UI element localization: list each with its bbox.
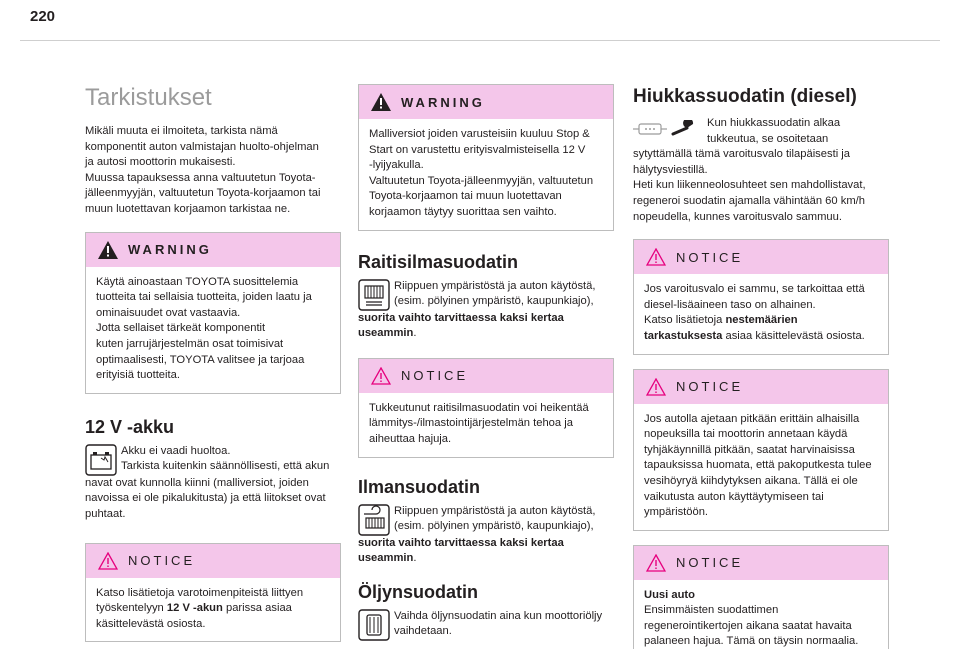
notice-box-new-car bbox=[633, 545, 889, 649]
battery-text-top: Akku ei vaadi huoltoa. Tarkista kuitenkin säännöllisesti, että akun bbox=[121, 444, 330, 473]
notice-box-additive bbox=[633, 239, 889, 354]
notice-box-battery bbox=[85, 543, 341, 643]
notice-header bbox=[634, 240, 888, 274]
dpf-heading: Hiukkassuodatin (diesel) bbox=[633, 86, 857, 107]
cabin-filter-icon bbox=[358, 279, 390, 311]
notice-text: Katso lisätietoja varotoimenpiteistä liittyen työskentelyyn 12 V -akun parissa asiaa käsittelevästä osiosta. bbox=[96, 586, 304, 630]
air-filter-text-top: Riippuen ympäristöstä ja auton käytöstä, (esim. pölyinen ympäristö, kaupunkiajo), bbox=[394, 504, 596, 533]
notice-box-low-speed bbox=[633, 369, 889, 531]
notice-label: NOTICE bbox=[676, 249, 744, 265]
warning-box-stopstart bbox=[358, 84, 614, 231]
notice-header bbox=[634, 546, 888, 580]
notice-triangle-icon bbox=[371, 367, 391, 385]
warning-header bbox=[86, 233, 340, 267]
oil-filter-text: Vaihda öljynsuodatin aina kun moottoriöljy vaihdetaan. bbox=[394, 609, 603, 638]
warning-text: Malliversiot joiden varusteisiin kuuluu Stop & Start on varustettu erityisvalmisteisella 12 V -lyijyakulla. Valtuutetun Toyota-jälleenmyyjän, valtuutetun Toyota-korjaamon tai muun luotettavan korjaamon täytyy suorittaa sen vaihto. bbox=[369, 128, 594, 218]
warning-box bbox=[85, 232, 341, 394]
battery-text: navat ovat kunnolla kiinni (malliversiot, joiden navoissa ei ole pikalukitusta) ja että liitokset ovat puhtaat. bbox=[85, 476, 326, 520]
notice-label: NOTICE bbox=[401, 368, 469, 384]
notice-triangle-icon bbox=[646, 248, 666, 266]
warning-triangle-icon bbox=[371, 93, 391, 111]
page-number: 220 bbox=[30, 8, 56, 25]
air-filter-text: suorita vaihto tarvittaessa kaksi kertaa useammin. bbox=[358, 536, 564, 565]
warning-triangle-icon bbox=[98, 241, 118, 259]
battery-heading: 12 V -akku bbox=[85, 416, 175, 437]
oil-filter-icon bbox=[358, 609, 390, 641]
notice-triangle-icon bbox=[98, 552, 118, 570]
dpf-text: sytyttämällä tämä varoitusvalo tilapäisesti ja hälytysviestillä. Heti kun liikenneolosuhteet sen mahdollistavat, regeneroi suodatin ajamalla vähintään 60 km/h nopeudella, kunnes varoitusvalo sammuu. bbox=[633, 148, 866, 223]
warning-header bbox=[359, 85, 613, 119]
battery-icon bbox=[85, 444, 117, 476]
notice-header bbox=[359, 359, 613, 393]
notice-label: NOTICE bbox=[676, 555, 744, 571]
warning-label: WARNING bbox=[401, 94, 485, 110]
notice-triangle-icon bbox=[646, 554, 666, 572]
wrench-icon bbox=[671, 120, 699, 138]
particle-filter-warning-icon bbox=[633, 120, 667, 138]
notice-header bbox=[86, 544, 340, 578]
intro-text: Mikäli muuta ei ilmoiteta, tarkista nämä komponentit auton valmistajan huolto-ohjelman ja autosi moottorin mukaisesti. Muussa tapauksessa anna valtuutetun Toyota- jälleenmyyjän, valtuutetun Toyota-korjaamon tai muun luotettavan korjaamon tarkistaa ne. bbox=[85, 125, 321, 215]
air-filter-heading: Ilmansuodatin bbox=[358, 476, 481, 497]
notice-label: NOTICE bbox=[676, 379, 744, 395]
page-title: Tarkistukset bbox=[85, 84, 212, 111]
notice-text: Jos varoitusvalo ei sammu, se tarkoittaa että diesel-lisäaineen taso on alhainen. Katso lisätietoja nestemäärien tarkastuksesta asiaa käsittelevästä osiosta. bbox=[644, 283, 865, 342]
cabin-filter-heading: Raitisilmasuodatin bbox=[358, 251, 519, 272]
notice-text: Uusi auto Ensimmäisten suodattimen regenerointikertojen aikana saatat havaita palaneen hajua. Tämä on täysin normaalia. bbox=[644, 588, 859, 648]
cabin-filter-text-top: Riippuen ympäristöstä ja auton käytöstä, (esim. pölyinen ympäristö, kaupunkiajo), bbox=[394, 279, 596, 308]
warning-label: WARNING bbox=[128, 242, 212, 258]
column-2 bbox=[358, 84, 614, 641]
notice-label: NOTICE bbox=[128, 553, 196, 568]
column-3 bbox=[633, 80, 889, 649]
notice-header bbox=[634, 370, 888, 404]
top-divider bbox=[20, 40, 940, 41]
warning-text: Käytä ainoastaan TOYOTA suosittelemia tuotteita tai sellaisia tuotteita, joiden laatu ja ominaisuudet ovat vastaavia. Jotta sellaiset tärkeät komponentit kuten jarrujärjestelmän osat toimisivat optimaalisesti, TOYOTA valitsee ja tarjoaa erityisiä tuotteita. bbox=[96, 275, 312, 382]
notice-text: Jos autolla ajetaan pitkään erittäin alhaisilla nopeuksilla tai moottorin annetaan käydä tyhjäkäynnillä pitkään, saatat harvinaisissa tapauksissa huomata, että pakoputkesta tulee vesihöyryä kiihdytyksen aikana. Tällä ei ole vaikutusta auton käyttäytymiseen tai ympäristöön. bbox=[644, 412, 872, 519]
column-1 bbox=[85, 80, 341, 642]
notice-box-cabin bbox=[358, 358, 614, 458]
oil-filter-heading: Öljynsuodatin bbox=[358, 581, 479, 602]
notice-triangle-icon bbox=[646, 378, 666, 396]
air-filter-icon bbox=[358, 504, 390, 536]
cabin-filter-text: suorita vaihto tarvittaessa kaksi kertaa useammin. bbox=[358, 311, 564, 340]
dpf-text-top: Kun hiukkassuodatin alkaa tukkeutua, se osoitetaan bbox=[707, 117, 841, 145]
notice-text: Tukkeutunut raitisilmasuodatin voi heikentää lämmitys-/ilmastointijärjestelmän tehoa ja aiheuttaa hajuja. bbox=[369, 401, 589, 445]
